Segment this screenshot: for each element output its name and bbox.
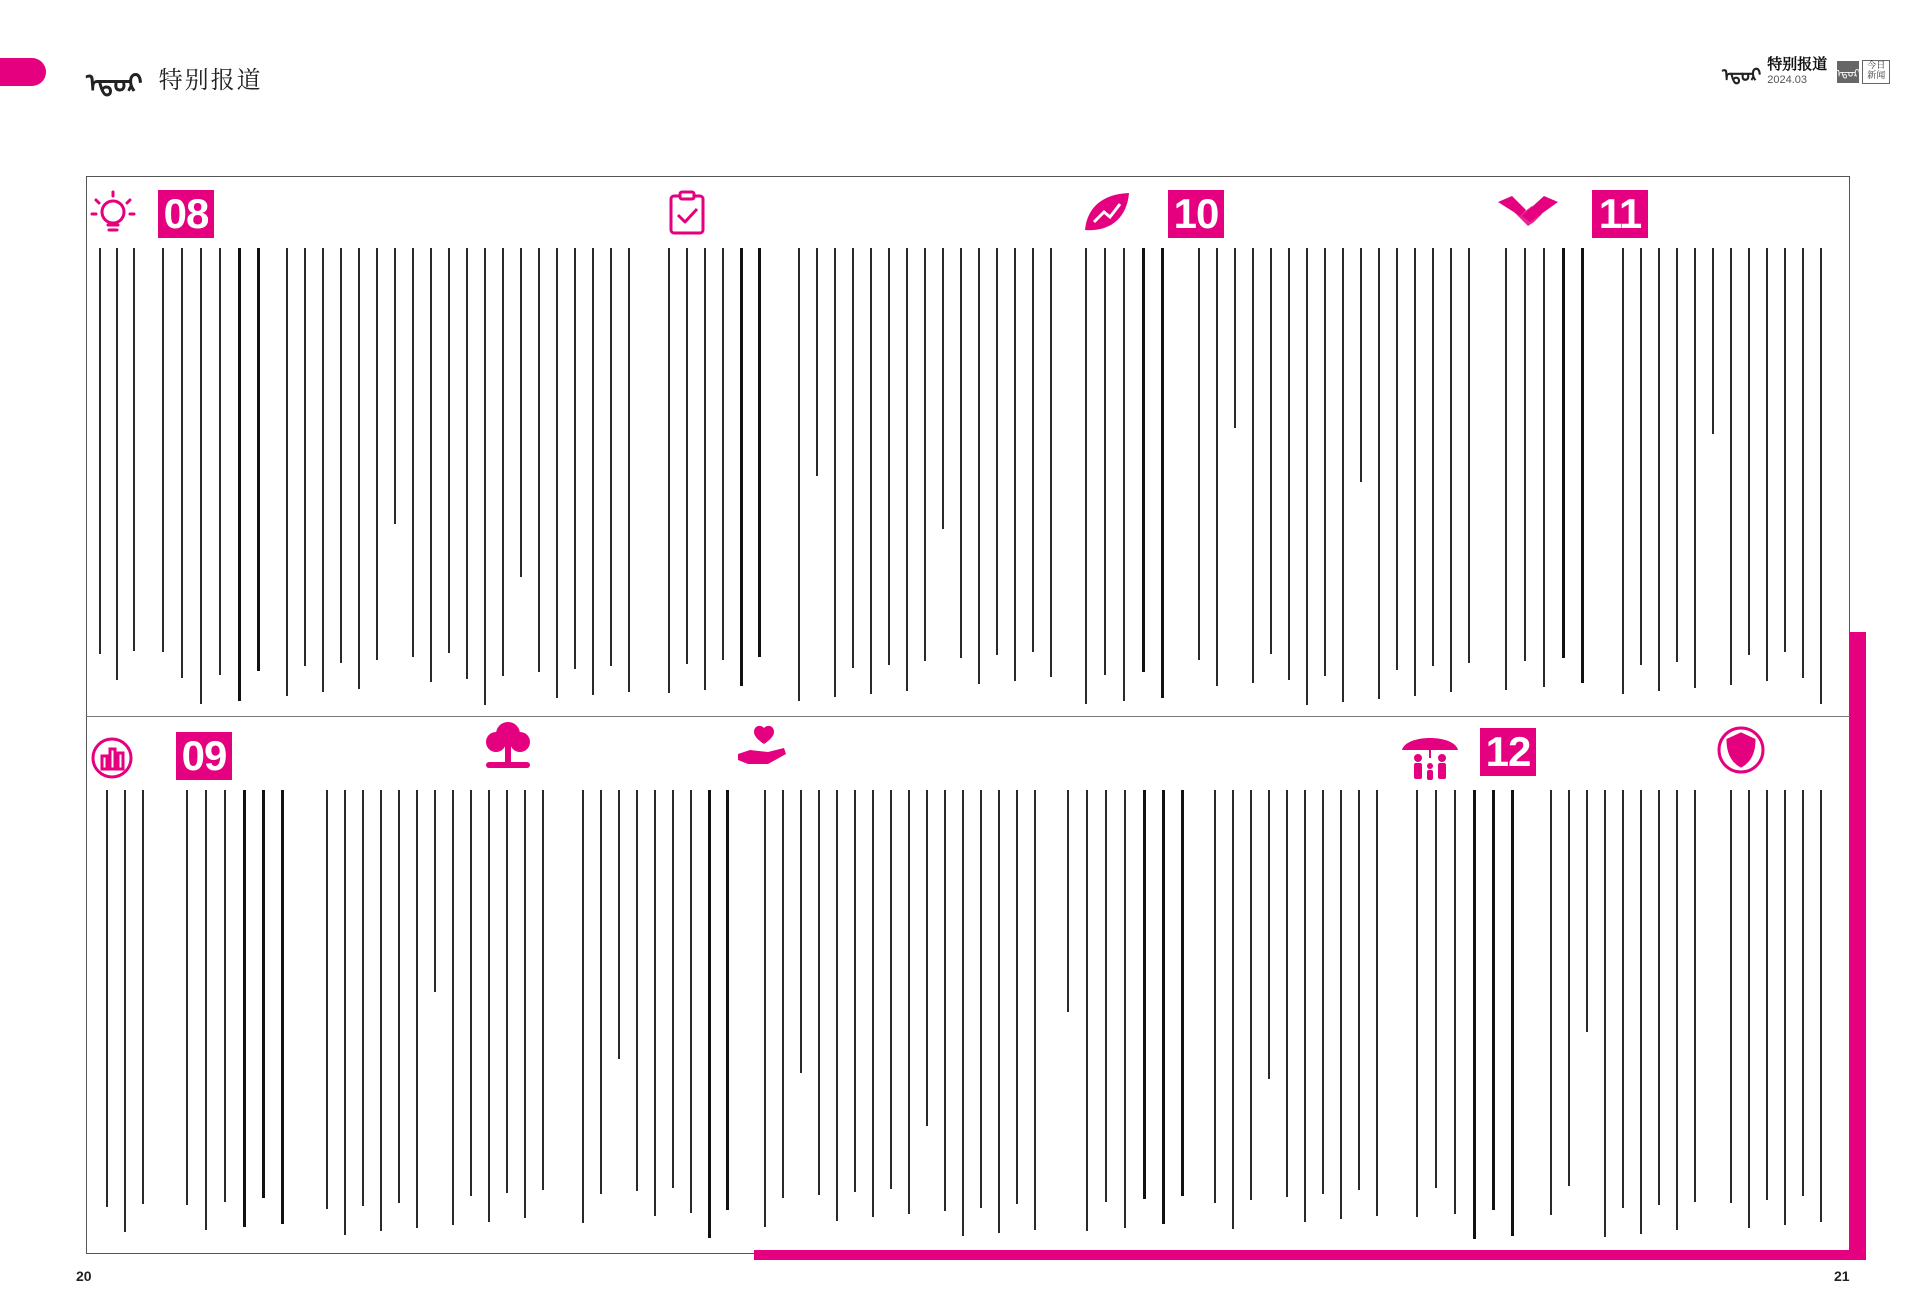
text-column-line [1358, 790, 1373, 1190]
text-column-line [636, 790, 651, 1191]
text-column-line [1324, 248, 1339, 676]
logo-chinese [1862, 60, 1890, 84]
text-column-line [484, 248, 499, 705]
text-column-line [1473, 790, 1492, 1239]
text-column-line [162, 248, 177, 652]
logo-mongolian: ᠡᠳᠦᠷ [1837, 61, 1859, 83]
text-column-line [262, 790, 281, 1198]
building-chart-icon [90, 736, 134, 780]
text-column-line [416, 790, 431, 1228]
text-column-line [1766, 790, 1781, 1200]
text-column-line [1014, 248, 1029, 681]
text-column-line [668, 248, 683, 693]
text-column-line [1123, 248, 1138, 701]
text-column-line [1270, 248, 1285, 654]
text-column-line [1085, 248, 1100, 704]
text-column-line [1694, 248, 1709, 688]
text-column-line [926, 790, 941, 1126]
text-column-line [726, 790, 745, 1210]
text-column-line [1505, 248, 1520, 690]
right-accent-bar [1850, 632, 1866, 1260]
text-column-line [430, 248, 445, 682]
text-column-line [852, 248, 867, 668]
text-column-line [1581, 248, 1600, 683]
text-column-line [133, 248, 148, 651]
section-10-badge: 10 [1168, 190, 1224, 238]
text-column-line [924, 248, 939, 661]
text-column-line [1198, 248, 1213, 660]
text-column-line [1214, 790, 1229, 1203]
hand-heart-icon [734, 724, 790, 772]
text-column-line [1730, 248, 1745, 685]
text-column-line [304, 248, 319, 666]
text-column-line [978, 248, 993, 684]
text-column-line [1604, 790, 1619, 1237]
text-column-line [1124, 790, 1139, 1228]
text-column-line [238, 248, 257, 701]
text-column-line [872, 790, 887, 1217]
text-column-line [1360, 248, 1375, 482]
text-column-line [758, 248, 777, 657]
publication-logo [1837, 60, 1890, 84]
text-column-line [394, 248, 409, 524]
text-column-line [1376, 790, 1391, 1216]
text-column-line [818, 790, 833, 1195]
text-column-line [1658, 790, 1673, 1205]
text-column-line [764, 790, 779, 1227]
text-column-line [592, 248, 607, 695]
text-column-line [834, 248, 849, 697]
text-column-line [106, 790, 121, 1207]
text-column-line [906, 248, 921, 691]
text-column-line [854, 790, 869, 1192]
bottom-accent-bar [754, 1250, 1866, 1260]
text-column-line [1694, 790, 1709, 1202]
text-column-line [1454, 790, 1469, 1214]
issue-date: 2024.03 [1767, 74, 1807, 86]
text-column-line [1032, 248, 1047, 652]
text-column-line [1034, 790, 1049, 1230]
text-column-line [618, 790, 633, 1059]
text-column-line [1162, 790, 1181, 1224]
text-column-line [722, 248, 737, 660]
text-column-line [1435, 790, 1450, 1188]
text-column-line [520, 248, 535, 577]
text-column-line [1252, 248, 1267, 683]
text-column-line [1622, 790, 1637, 1208]
text-column-line [1640, 790, 1655, 1234]
handshake-icon [1496, 188, 1560, 238]
text-column-line [1181, 790, 1200, 1196]
text-column-line [908, 790, 923, 1214]
text-column-line [286, 248, 301, 696]
right-section-title: 特别报道 [1767, 56, 1828, 73]
text-column-line [1414, 248, 1429, 696]
text-column-line [181, 248, 196, 678]
text-column-line [186, 790, 201, 1205]
text-column-line [1342, 248, 1357, 702]
text-column-line [502, 248, 517, 676]
text-column-line [1730, 790, 1745, 1203]
text-column-line [1234, 248, 1249, 428]
text-column-line [1216, 248, 1231, 686]
text-column-line [376, 248, 391, 660]
text-column-line [1016, 790, 1031, 1204]
text-column-line [1748, 248, 1763, 655]
text-column-line [224, 790, 239, 1202]
text-column-line [1562, 248, 1581, 658]
text-column-line [980, 790, 995, 1208]
text-column-line [1820, 790, 1835, 1222]
text-column-line [556, 248, 571, 698]
text-column-line [816, 248, 831, 476]
section-09-badge: 09 [176, 732, 232, 780]
text-column-line [1784, 790, 1799, 1225]
text-column-line [996, 248, 1011, 655]
text-column-line [1766, 248, 1781, 681]
logo-chinese-line-2: 新闻 [1867, 70, 1886, 81]
logo-chinese-line-1: 今日 [1867, 61, 1886, 72]
text-column-line [672, 790, 687, 1188]
text-column-line [836, 790, 851, 1221]
text-column-line [962, 790, 977, 1236]
text-column-line [1396, 248, 1411, 670]
text-column-line [1250, 790, 1265, 1200]
text-column-line [219, 248, 234, 675]
text-column-line [506, 790, 521, 1193]
text-column-line [340, 248, 355, 663]
text-column-line [1586, 790, 1601, 1032]
section-12-badge: 12 [1480, 728, 1536, 776]
text-column-line [628, 248, 643, 692]
text-column-line [1161, 248, 1180, 698]
text-column-line [798, 248, 813, 701]
text-column-line [142, 790, 157, 1204]
text-column-line [1543, 248, 1558, 687]
text-column-line [1492, 790, 1511, 1210]
text-column-line [358, 248, 373, 689]
text-column-line [1268, 790, 1283, 1079]
text-column-line [326, 790, 341, 1209]
text-column-line [524, 790, 539, 1218]
text-column-line [704, 248, 719, 690]
text-column-line [1232, 790, 1247, 1229]
text-column-line [1416, 790, 1431, 1217]
text-column-line [1306, 248, 1321, 705]
text-column-line [448, 248, 463, 653]
text-column-line [99, 248, 114, 654]
shield-badge-icon [1714, 724, 1768, 776]
family-umbrella-icon [1398, 728, 1462, 784]
clipboard-check-icon [666, 190, 708, 236]
text-column-line [1640, 248, 1655, 665]
text-column-line [686, 248, 701, 664]
left-mongolian-mark: ᠡᠳᠦᠷ [86, 69, 143, 99]
text-column-line [998, 790, 1013, 1233]
text-column-line [610, 248, 625, 666]
text-column-line [434, 790, 449, 992]
text-column-line [124, 790, 139, 1232]
text-column-line [1712, 248, 1727, 434]
page-number-left: 20 [76, 1268, 92, 1284]
text-column-line [1748, 790, 1763, 1228]
tree-icon [482, 718, 534, 772]
text-column-line [470, 790, 485, 1196]
text-column-line [582, 790, 597, 1223]
text-column-line [1067, 790, 1082, 1012]
text-column-line [1086, 790, 1101, 1231]
text-column-line [1378, 248, 1393, 699]
text-column-line [654, 790, 669, 1216]
text-column-line [344, 790, 359, 1235]
text-column-line [257, 248, 276, 671]
text-column-line [1143, 790, 1162, 1199]
text-column-line [200, 248, 215, 704]
text-column-line [782, 790, 797, 1198]
middle-divider [86, 716, 1850, 717]
page-number-right: 21 [1834, 1268, 1850, 1284]
text-column-line [243, 790, 262, 1227]
text-column-line [452, 790, 467, 1225]
text-column-line [890, 790, 905, 1189]
text-column-line [1820, 248, 1835, 704]
text-column-line [1304, 790, 1319, 1222]
text-column-line [740, 248, 759, 686]
text-column-line [322, 248, 337, 692]
text-column-line [942, 248, 957, 529]
text-column-line [488, 790, 503, 1222]
text-column-line [205, 790, 220, 1230]
text-column-line [1340, 790, 1355, 1219]
text-column-line [281, 790, 300, 1224]
text-column-line [1622, 248, 1637, 694]
text-column-line [1550, 790, 1565, 1215]
text-column-line [1676, 248, 1691, 662]
text-column-line [1676, 790, 1691, 1230]
text-column-line [1322, 790, 1337, 1194]
text-column-line [362, 790, 377, 1206]
left-page-header [86, 54, 263, 100]
lightbulb-icon [88, 188, 138, 240]
text-column-line [380, 790, 395, 1231]
text-column-line [1658, 248, 1673, 691]
text-column-line [1568, 790, 1583, 1186]
text-column-line [944, 790, 959, 1211]
text-column-line [1468, 248, 1483, 663]
text-column-line [1432, 248, 1447, 666]
text-column-line [1288, 248, 1303, 680]
text-column-line [1802, 248, 1817, 678]
text-column-line [574, 248, 589, 669]
text-column-line [116, 248, 131, 680]
text-column-line [960, 248, 975, 658]
text-column-line [1104, 248, 1119, 675]
text-column-line [1511, 790, 1530, 1236]
text-column-line [800, 790, 815, 1073]
right-page-header [1722, 56, 1890, 87]
growth-leaf-icon [1082, 190, 1132, 234]
text-column-line [466, 248, 481, 679]
text-column-line [1050, 248, 1065, 677]
text-column-line [1105, 790, 1120, 1202]
section-11-badge: 11 [1592, 190, 1648, 238]
text-column-line [888, 248, 903, 665]
text-column-line [398, 790, 413, 1203]
text-column-line [870, 248, 885, 694]
text-column-line [690, 790, 705, 1213]
text-column-line [412, 248, 427, 657]
left-section-title: 特别报道 [158, 65, 263, 94]
text-column-line [1286, 790, 1301, 1197]
text-column-line [708, 790, 727, 1238]
text-column-line [1142, 248, 1161, 672]
text-column-line [1450, 248, 1465, 692]
text-column-line [538, 248, 553, 672]
text-column-line [1784, 248, 1799, 652]
right-mongolian-mark: ᠡᠳᠦᠷ [1722, 65, 1762, 86]
text-column-line [600, 790, 615, 1194]
text-column-line [1524, 248, 1539, 661]
text-column-line [1802, 790, 1817, 1196]
header-accent-tab [0, 58, 46, 86]
text-column-line [542, 790, 557, 1190]
section-08-badge: 08 [158, 190, 214, 238]
